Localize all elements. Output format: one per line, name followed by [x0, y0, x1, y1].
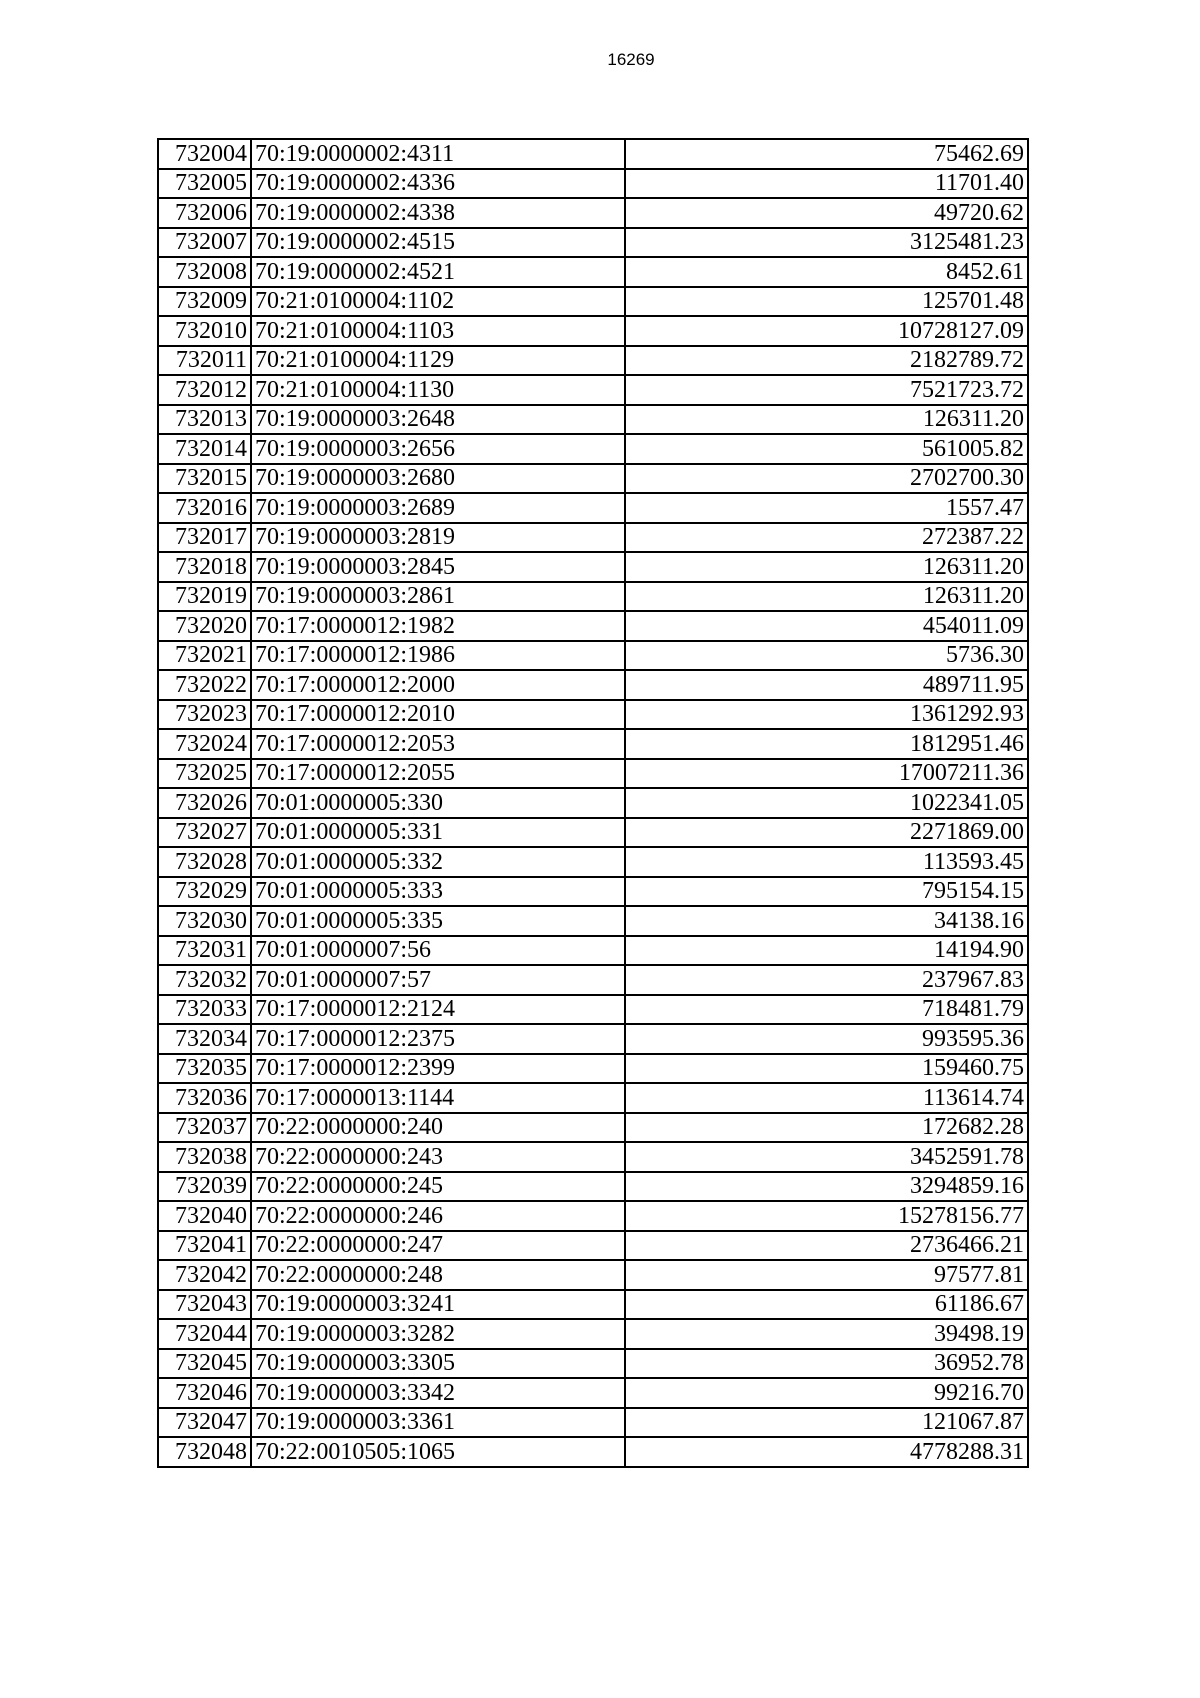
cadastral-number-cell: 70:21:0100004:1130 [251, 375, 625, 405]
row-number-cell: 732020 [158, 611, 251, 641]
cadastral-value-cell: 15278156.77 [625, 1201, 1028, 1231]
row-number-cell: 732010 [158, 316, 251, 346]
cadastral-number-cell: 70:22:0000000:243 [251, 1142, 625, 1172]
row-number-cell: 732035 [158, 1054, 251, 1084]
row-number-cell: 732016 [158, 493, 251, 523]
cadastral-number-cell: 70:17:0000013:1144 [251, 1083, 625, 1113]
cadastral-value-cell: 1361292.93 [625, 700, 1028, 730]
row-number-cell: 732021 [158, 641, 251, 671]
row-number-cell: 732032 [158, 965, 251, 995]
row-number-cell: 732047 [158, 1408, 251, 1438]
cadastral-number-cell: 70:17:0000012:2053 [251, 729, 625, 759]
cadastral-number-cell: 70:19:0000003:3342 [251, 1378, 625, 1408]
table-row [158, 375, 1028, 405]
table-row [158, 1024, 1028, 1054]
cadastral-number-cell: 70:19:0000002:4311 [251, 139, 625, 169]
table-row [158, 287, 1028, 317]
cadastral-number-cell: 70:19:0000003:2861 [251, 582, 625, 612]
cadastral-number-cell: 70:19:0000003:2648 [251, 405, 625, 435]
cadastral-value-cell: 99216.70 [625, 1378, 1028, 1408]
row-number-cell: 732019 [158, 582, 251, 612]
cadastral-value-cell: 159460.75 [625, 1054, 1028, 1084]
cadastral-number-cell: 70:17:0000012:2124 [251, 995, 625, 1025]
row-number-cell: 732025 [158, 759, 251, 789]
table-row [158, 1260, 1028, 1290]
cadastral-number-cell: 70:19:0000003:2819 [251, 523, 625, 553]
row-number-cell: 732039 [158, 1172, 251, 1202]
row-number-cell: 732042 [158, 1260, 251, 1290]
cadastral-value-cell: 125701.48 [625, 287, 1028, 317]
cadastral-number-cell: 70:21:0100004:1102 [251, 287, 625, 317]
row-number-cell: 732036 [158, 1083, 251, 1113]
cadastral-number-cell: 70:19:0000003:2656 [251, 434, 625, 464]
row-number-cell: 732030 [158, 906, 251, 936]
cadastral-value-cell: 2702700.30 [625, 464, 1028, 494]
row-number-cell: 732024 [158, 729, 251, 759]
table-row [158, 198, 1028, 228]
row-number-cell: 732004 [158, 139, 251, 169]
table-row [158, 1319, 1028, 1349]
cadastral-number-cell: 70:19:0000003:2689 [251, 493, 625, 523]
table-row [158, 228, 1028, 258]
row-number-cell: 732012 [158, 375, 251, 405]
table-row [158, 729, 1028, 759]
cadastral-number-cell: 70:19:0000003:2845 [251, 552, 625, 582]
cadastral-value-cell: 75462.69 [625, 139, 1028, 169]
cadastral-number-cell: 70:17:0000012:1986 [251, 641, 625, 671]
cadastral-value-cell: 795154.15 [625, 877, 1028, 907]
table-row [158, 1437, 1028, 1467]
table-row [158, 139, 1028, 169]
cadastral-number-cell: 70:22:0010505:1065 [251, 1437, 625, 1467]
row-number-cell: 732040 [158, 1201, 251, 1231]
cadastral-value-cell: 97577.81 [625, 1260, 1028, 1290]
table-row [158, 523, 1028, 553]
cadastral-value-cell: 718481.79 [625, 995, 1028, 1025]
table-row [158, 1231, 1028, 1261]
cadastral-number-cell: 70:19:0000003:2680 [251, 464, 625, 494]
cadastral-value-cell: 7521723.72 [625, 375, 1028, 405]
table-row [158, 965, 1028, 995]
cadastral-value-cell: 126311.20 [625, 405, 1028, 435]
table-row [158, 1349, 1028, 1379]
row-number-cell: 732014 [158, 434, 251, 464]
row-number-cell: 732018 [158, 552, 251, 582]
cadastral-number-cell: 70:22:0000000:246 [251, 1201, 625, 1231]
cadastral-value-cell: 17007211.36 [625, 759, 1028, 789]
table-row [158, 788, 1028, 818]
table-row [158, 1378, 1028, 1408]
row-number-cell: 732011 [158, 346, 251, 376]
cadastral-number-cell: 70:22:0000000:240 [251, 1113, 625, 1143]
cadastral-value-cell: 126311.20 [625, 552, 1028, 582]
cadastral-value-cell: 39498.19 [625, 1319, 1028, 1349]
cadastral-number-cell: 70:17:0000012:2399 [251, 1054, 625, 1084]
cadastral-value-cell: 1557.47 [625, 493, 1028, 523]
cadastral-value-cell: 561005.82 [625, 434, 1028, 464]
cadastral-value-cell: 172682.28 [625, 1113, 1028, 1143]
row-number-cell: 732013 [158, 405, 251, 435]
row-number-cell: 732026 [158, 788, 251, 818]
cadastral-number-cell: 70:01:0000005:333 [251, 877, 625, 907]
table-row [158, 169, 1028, 199]
cadastral-value-cell: 8452.61 [625, 257, 1028, 287]
cadastral-number-cell: 70:01:0000007:56 [251, 936, 625, 966]
table-row [158, 818, 1028, 848]
table-row [158, 1083, 1028, 1113]
table-row [158, 582, 1028, 612]
table-row [158, 257, 1028, 287]
cadastral-number-cell: 70:17:0000012:2055 [251, 759, 625, 789]
cadastral-value-cell: 121067.87 [625, 1408, 1028, 1438]
row-number-cell: 732023 [158, 700, 251, 730]
cadastral-value-cell: 272387.22 [625, 523, 1028, 553]
cadastral-value-cell: 489711.95 [625, 670, 1028, 700]
row-number-cell: 732045 [158, 1349, 251, 1379]
table-row [158, 464, 1028, 494]
cadastral-value-cell: 1812951.46 [625, 729, 1028, 759]
cadastral-number-cell: 70:01:0000005:332 [251, 847, 625, 877]
cadastral-number-cell: 70:19:0000002:4338 [251, 198, 625, 228]
cadastral-value-cell: 14194.90 [625, 936, 1028, 966]
table-body [158, 139, 1028, 1467]
table-row [158, 906, 1028, 936]
row-number-cell: 732041 [158, 1231, 251, 1261]
table-row [158, 493, 1028, 523]
table-row [158, 405, 1028, 435]
table-row [158, 1113, 1028, 1143]
row-number-cell: 732038 [158, 1142, 251, 1172]
table-row [158, 936, 1028, 966]
cadastral-number-cell: 70:22:0000000:248 [251, 1260, 625, 1290]
table-row [158, 847, 1028, 877]
row-number-cell: 732008 [158, 257, 251, 287]
row-number-cell: 732009 [158, 287, 251, 317]
table-row [158, 877, 1028, 907]
row-number-cell: 732033 [158, 995, 251, 1025]
cadastral-number-cell: 70:21:0100004:1129 [251, 346, 625, 376]
cadastral-number-cell: 70:19:0000002:4336 [251, 169, 625, 199]
table-row [158, 1290, 1028, 1320]
table-row [158, 1054, 1028, 1084]
cadastral-value-cell: 4778288.31 [625, 1437, 1028, 1467]
cadastral-value-cell: 10728127.09 [625, 316, 1028, 346]
cadastral-value-table [157, 138, 1029, 1468]
cadastral-value-cell: 454011.09 [625, 611, 1028, 641]
row-number-cell: 732031 [158, 936, 251, 966]
cadastral-number-cell: 70:19:0000003:3241 [251, 1290, 625, 1320]
cadastral-number-cell: 70:17:0000012:2000 [251, 670, 625, 700]
row-number-cell: 732015 [158, 464, 251, 494]
table-row [158, 995, 1028, 1025]
table-row [158, 346, 1028, 376]
cadastral-value-cell: 2736466.21 [625, 1231, 1028, 1261]
row-number-cell: 732043 [158, 1290, 251, 1320]
cadastral-value-cell: 34138.16 [625, 906, 1028, 936]
cadastral-value-cell: 3452591.78 [625, 1142, 1028, 1172]
table-row [158, 700, 1028, 730]
cadastral-number-cell: 70:19:0000003:3305 [251, 1349, 625, 1379]
row-number-cell: 732007 [158, 228, 251, 258]
cadastral-value-cell: 36952.78 [625, 1349, 1028, 1379]
cadastral-value-cell: 126311.20 [625, 582, 1028, 612]
cadastral-number-cell: 70:01:0000005:331 [251, 818, 625, 848]
row-number-cell: 732029 [158, 877, 251, 907]
cadastral-number-cell: 70:01:0000007:57 [251, 965, 625, 995]
row-number-cell: 732006 [158, 198, 251, 228]
row-number-cell: 732027 [158, 818, 251, 848]
row-number-cell: 732046 [158, 1378, 251, 1408]
row-number-cell: 732022 [158, 670, 251, 700]
cadastral-number-cell: 70:19:0000003:3282 [251, 1319, 625, 1349]
row-number-cell: 732048 [158, 1437, 251, 1467]
table-row [158, 1408, 1028, 1438]
table-row [158, 434, 1028, 464]
row-number-cell: 732017 [158, 523, 251, 553]
row-number-cell: 732037 [158, 1113, 251, 1143]
table-row [158, 552, 1028, 582]
cadastral-number-cell: 70:22:0000000:245 [251, 1172, 625, 1202]
cadastral-value-cell: 237967.83 [625, 965, 1028, 995]
table-row [158, 670, 1028, 700]
cadastral-number-cell: 70:19:0000002:4521 [251, 257, 625, 287]
cadastral-value-cell: 49720.62 [625, 198, 1028, 228]
row-number-cell: 732044 [158, 1319, 251, 1349]
cadastral-number-cell: 70:01:0000005:335 [251, 906, 625, 936]
table-row [158, 759, 1028, 789]
table-row [158, 611, 1028, 641]
cadastral-value-cell: 11701.40 [625, 169, 1028, 199]
cadastral-number-cell: 70:17:0000012:2010 [251, 700, 625, 730]
cadastral-value-cell: 61186.67 [625, 1290, 1028, 1320]
cadastral-value-cell: 2182789.72 [625, 346, 1028, 376]
cadastral-value-cell: 3294859.16 [625, 1172, 1028, 1202]
row-number-cell: 732005 [158, 169, 251, 199]
cadastral-value-cell: 113614.74 [625, 1083, 1028, 1113]
cadastral-number-cell: 70:17:0000012:2375 [251, 1024, 625, 1054]
cadastral-number-cell: 70:19:0000002:4515 [251, 228, 625, 258]
cadastral-number-cell: 70:22:0000000:247 [251, 1231, 625, 1261]
page-number: 16269 [607, 50, 655, 69]
cadastral-value-cell: 3125481.23 [625, 228, 1028, 258]
cadastral-value-cell: 5736.30 [625, 641, 1028, 671]
cadastral-value-cell: 2271869.00 [625, 818, 1028, 848]
table-row [158, 1142, 1028, 1172]
cadastral-value-cell: 1022341.05 [625, 788, 1028, 818]
table-row [158, 1172, 1028, 1202]
cadastral-number-cell: 70:21:0100004:1103 [251, 316, 625, 346]
table-row [158, 641, 1028, 671]
cadastral-number-cell: 70:19:0000003:3361 [251, 1408, 625, 1438]
cadastral-number-cell: 70:01:0000005:330 [251, 788, 625, 818]
cadastral-value-cell: 993595.36 [625, 1024, 1028, 1054]
table-row [158, 1201, 1028, 1231]
table-row [158, 316, 1028, 346]
cadastral-number-cell: 70:17:0000012:1982 [251, 611, 625, 641]
row-number-cell: 732034 [158, 1024, 251, 1054]
row-number-cell: 732028 [158, 847, 251, 877]
cadastral-value-cell: 113593.45 [625, 847, 1028, 877]
